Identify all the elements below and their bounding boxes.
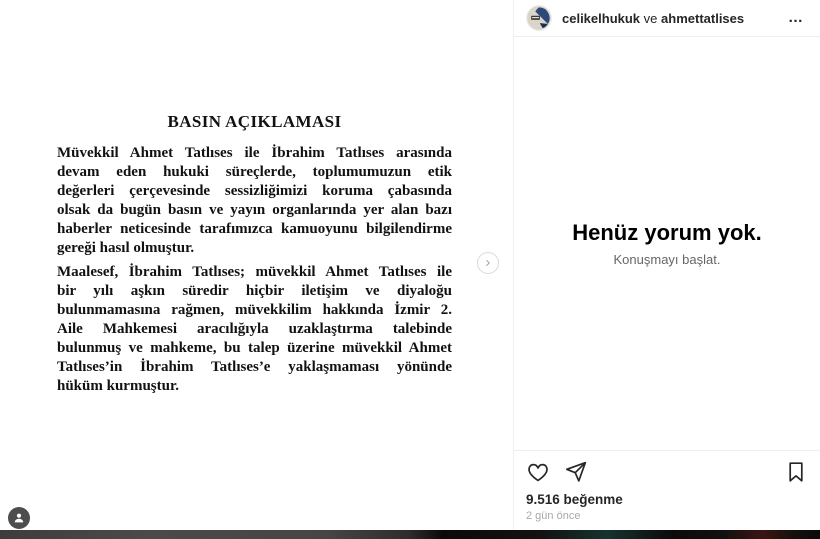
paper-plane-icon bbox=[564, 460, 588, 484]
next-post-preview-strip bbox=[0, 530, 820, 539]
comments-panel bbox=[513, 0, 820, 530]
text-line: Müvekkil Ahmet Tatlıses ile İbrahim Tatlıses arasında bbox=[57, 145, 452, 161]
carousel-next-button[interactable] bbox=[477, 252, 499, 274]
save-button[interactable] bbox=[784, 460, 808, 484]
like-button[interactable] bbox=[526, 460, 550, 484]
like-count[interactable]: 9.516 beğenme bbox=[526, 492, 623, 507]
text-line: değerleri çerçevesinde sessizliğimizi koruma çabasında bbox=[57, 183, 452, 199]
chevron-right-icon bbox=[482, 257, 494, 269]
text-line: Maalesef, İbrahim Tatlıses; müvekkil Ahmet Tatlıses ile bbox=[57, 264, 452, 280]
no-comments-title: Henüz yorum yok. bbox=[572, 220, 762, 245]
no-comments-subtitle: Konuşmayı başlat. bbox=[613, 252, 721, 267]
text-line: hüküm kurmuştur. bbox=[57, 378, 179, 394]
share-button[interactable] bbox=[564, 460, 588, 484]
text-line: haberler neticesinde tarafımızca kamuoyunu bilgilendirme bbox=[57, 221, 452, 237]
post-header bbox=[514, 0, 820, 37]
text-line: devam eden hukuki süreçlerde, toplumumuzun etik bbox=[57, 164, 452, 180]
document-paragraph-1 bbox=[57, 144, 452, 258]
document-title: BASIN AÇIKLAMASI bbox=[167, 112, 342, 131]
username-link-primary[interactable]: celikelhukuk bbox=[562, 10, 641, 26]
heart-icon bbox=[526, 460, 550, 484]
text-line: bulunmamasına rağmen, müvekkilim hakkında İzmir 2. bbox=[57, 302, 452, 318]
press-statement-document bbox=[57, 112, 452, 396]
no-comments-state bbox=[514, 37, 820, 450]
document-paragraph-2 bbox=[57, 263, 452, 396]
action-bar bbox=[514, 450, 820, 490]
text-line: gereği hasıl olmuştur. bbox=[57, 240, 195, 256]
text-line: Tatlıses’in İbrahim Tatlıses’e yaklaşmaması yönünde bbox=[57, 359, 452, 375]
person-icon bbox=[12, 511, 26, 525]
text-line: Aile Mahkemesi aracılığıyla uzaklaştırma talebinde bbox=[57, 321, 452, 337]
text-line: bir yılı aşkın süredir hiçbir iletişim ve diyaloğu bbox=[57, 283, 452, 299]
username-separator: ve bbox=[643, 10, 658, 26]
post-authors bbox=[562, 11, 744, 26]
text-line: olsak da bugün basın ve yayın organlarında yer alan bazı bbox=[57, 202, 452, 218]
profile-button[interactable] bbox=[8, 507, 30, 529]
post-timestamp: 2 gün önce bbox=[526, 510, 581, 522]
text-line: bulunmuş ve mahkeme, bu talep üzerine müvekkil Ahmet bbox=[57, 340, 452, 356]
username-link-secondary[interactable]: ahmettatlises bbox=[661, 10, 745, 26]
more-options-button[interactable]: … bbox=[784, 11, 808, 25]
avatar[interactable] bbox=[526, 5, 552, 31]
bookmark-icon bbox=[784, 460, 808, 484]
